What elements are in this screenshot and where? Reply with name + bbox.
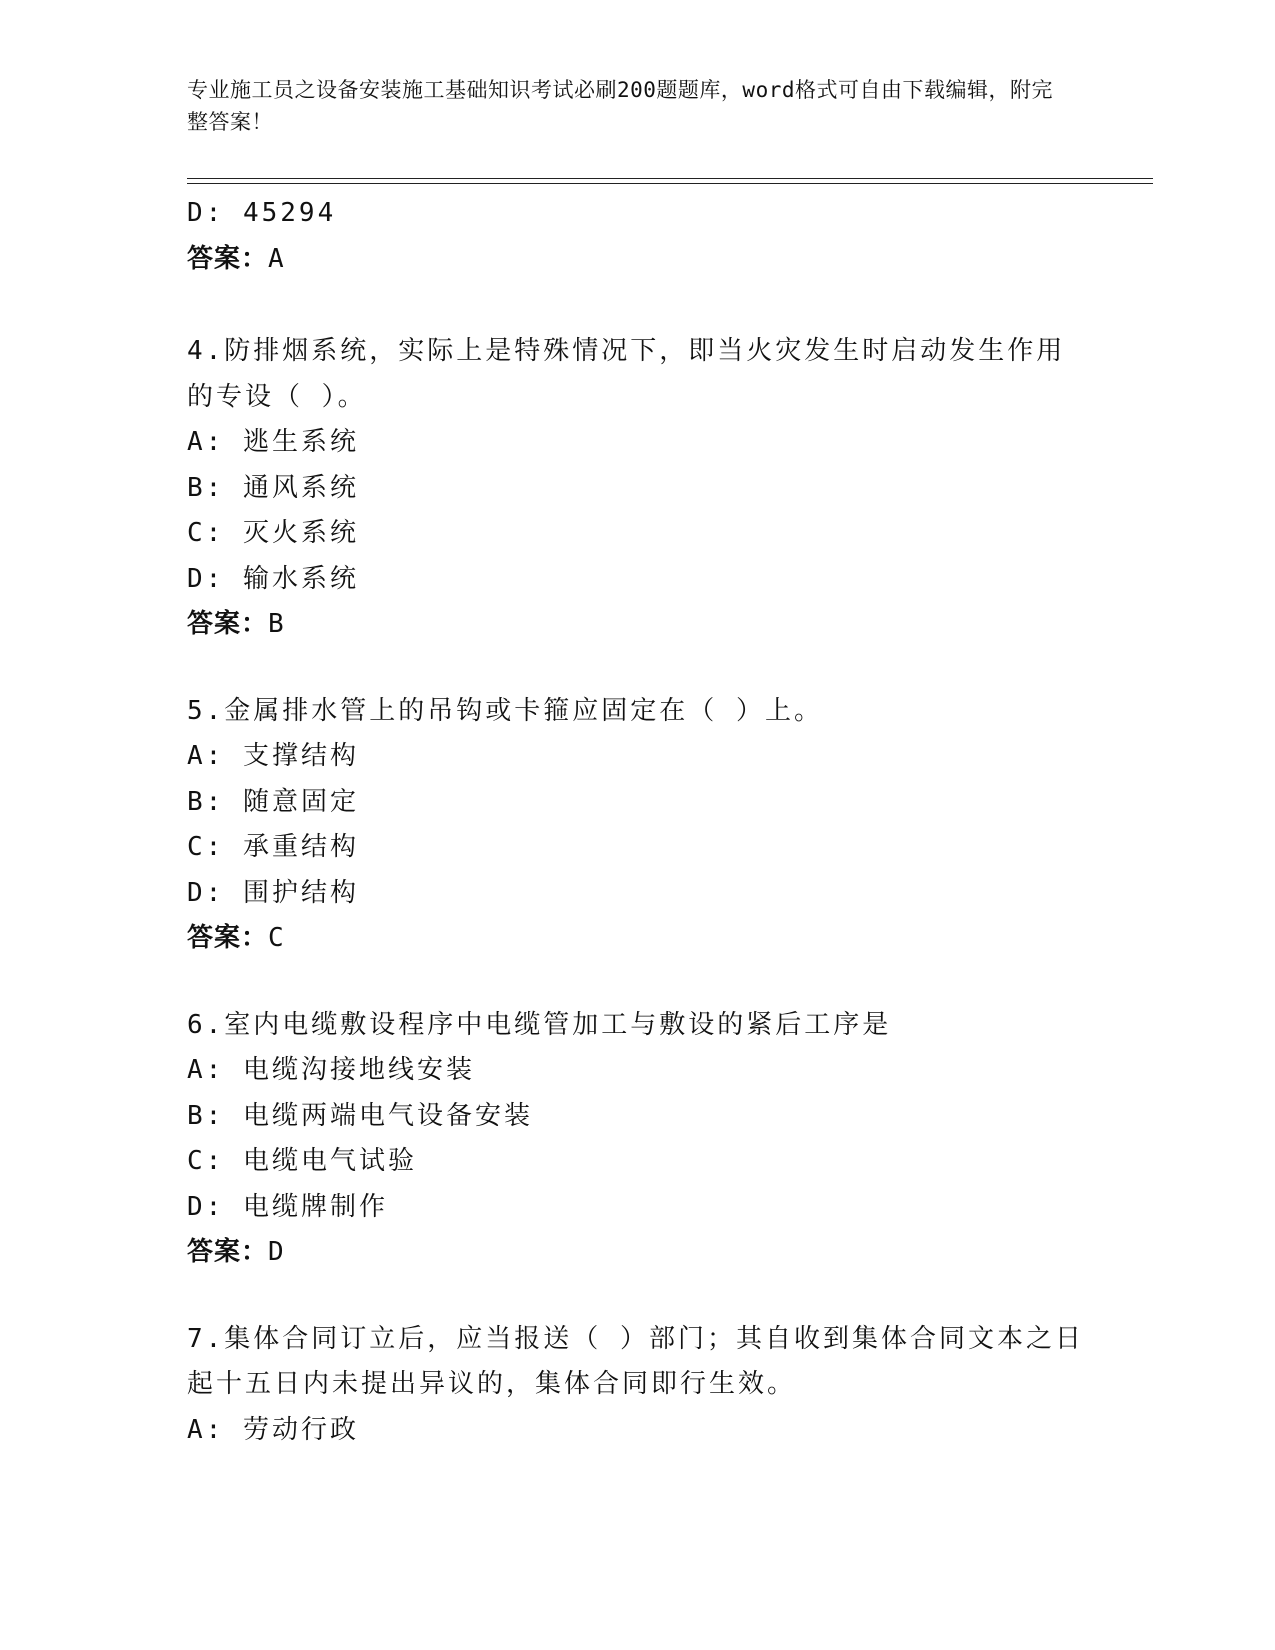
question-7 <box>187 1317 1087 1454</box>
answer-value: D <box>268 1237 285 1267</box>
page-header-title: 专业施工员之设备安装施工基础知识考试必刷200题题库，word格式可自由下载编辑，附完整答案！ <box>187 78 1053 134</box>
answer-value: B <box>268 609 285 639</box>
question-answer <box>187 916 1087 962</box>
question-stem-cont: 起十五日内未提出异议的，集体合同即行生效。 <box>187 1369 797 1399</box>
option-b: B: 随意固定 <box>187 786 359 817</box>
option-c: C: 电缆电气试验 <box>187 1146 417 1176</box>
header-divider-bottom <box>187 183 1153 184</box>
answer-label: 答案： <box>187 243 269 274</box>
option-a: A: 逃生系统 <box>187 427 359 457</box>
header-divider-top <box>187 178 1153 179</box>
question-4 <box>187 329 1087 648</box>
answer-label: 答案： <box>187 1237 269 1267</box>
option-d: D: 围护结构 <box>187 877 359 908</box>
option-a: A: 劳动行政 <box>187 1414 359 1445</box>
question-stem: 5.金属排水管上的吊钩或卡箍应固定在（ ）上。 <box>187 695 823 726</box>
question-stem-cont: 的专设（ ）。 <box>187 381 367 412</box>
question-list <box>187 191 1087 1453</box>
option-d: D: 输水系统 <box>187 563 359 594</box>
answer-label: 答案： <box>187 923 269 953</box>
question-stem: 6.室内电缆敷设程序中电缆管加工与敷设的紧后工序是 <box>187 1009 892 1040</box>
question-5 <box>187 689 1087 962</box>
question-answer <box>187 602 1087 648</box>
option-c: C: 承重结构 <box>187 832 359 862</box>
option-a: A: 电缆沟接地线安装 <box>187 1055 475 1085</box>
question-answer <box>187 1230 1087 1276</box>
option-b: B: 电缆两端电气设备安装 <box>187 1100 533 1131</box>
question-6 <box>187 1003 1087 1276</box>
option-b: B: 通风系统 <box>187 472 359 503</box>
option-d: D: 电缆牌制作 <box>187 1191 388 1222</box>
answer-value: A <box>268 243 285 274</box>
option-a: A: 支撑结构 <box>187 741 359 771</box>
q3-option-d: D: 45294 <box>187 198 337 228</box>
answer-label: 答案： <box>187 609 269 639</box>
option-c: C: 灭火系统 <box>187 518 359 548</box>
q3-answer <box>187 237 1087 283</box>
question-stem: 7.集体合同订立后，应当报送（ ）部门；其自收到集体合同文本之日 <box>187 1323 1084 1354</box>
answer-value: C <box>268 923 285 953</box>
question-stem: 4.防排烟系统，实际上是特殊情况下，即当火灾发生时启动发生作用 <box>187 336 1066 366</box>
